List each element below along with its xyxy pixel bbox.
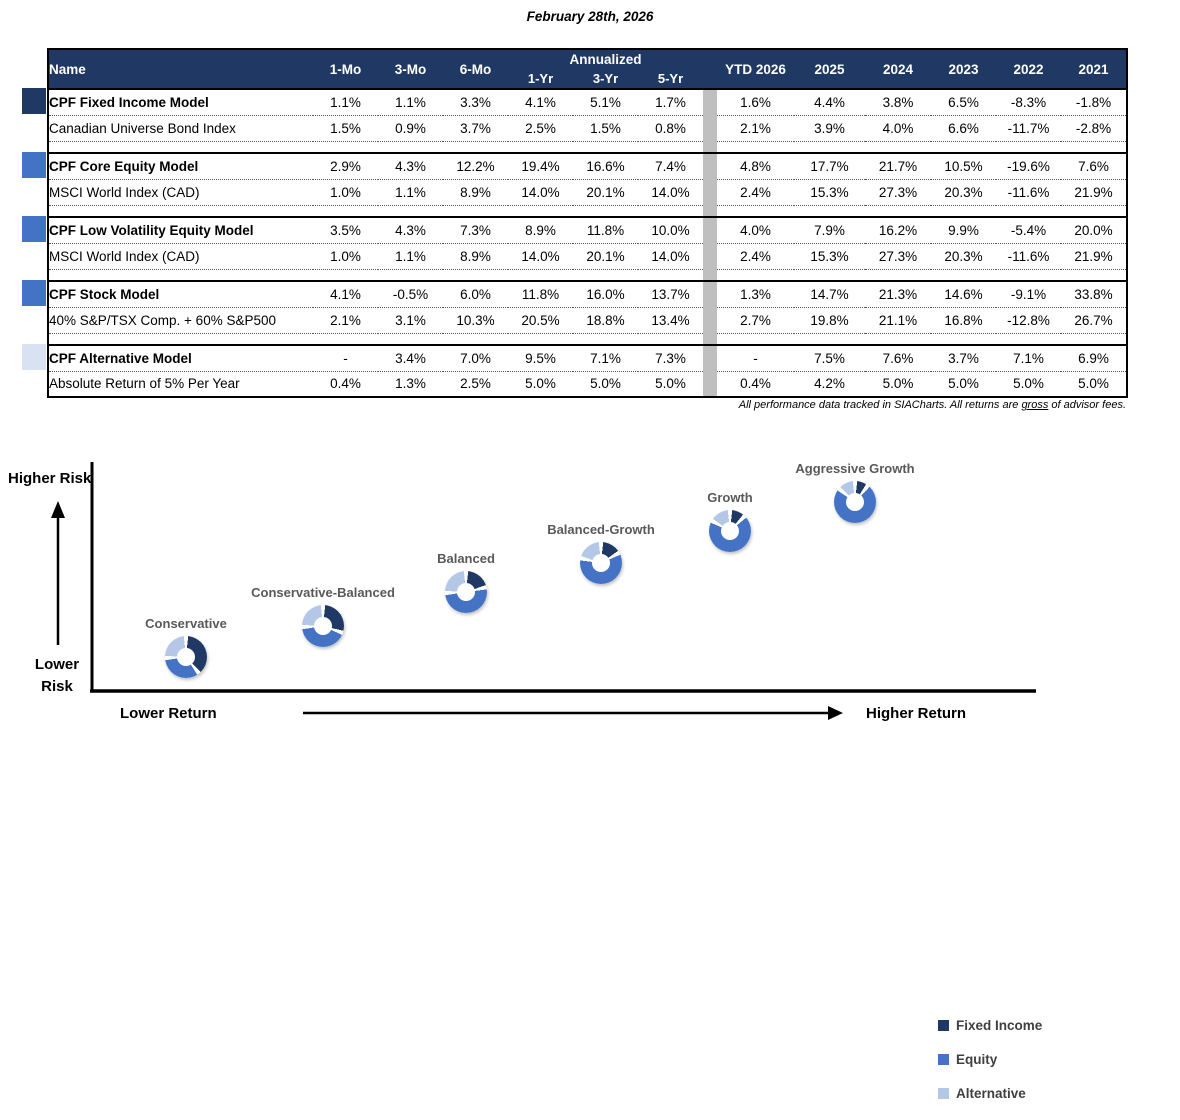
value-cell: 2.9% xyxy=(313,153,378,179)
model-row xyxy=(48,153,1127,179)
portfolio-label: Conservative-Balanced xyxy=(251,585,395,600)
value-cell: 7.1% xyxy=(996,345,1061,371)
category-marker xyxy=(22,344,46,370)
separator-cell xyxy=(703,307,717,333)
footnote-underlined-word: gross xyxy=(1021,399,1049,411)
value-cell: 0.8% xyxy=(638,115,703,141)
portfolio-label: Balanced-Growth xyxy=(547,522,655,537)
value-cell: 7.3% xyxy=(638,345,703,371)
value-cell: 4.4% xyxy=(794,89,865,115)
value-cell: 1.7% xyxy=(638,89,703,115)
spacer-row xyxy=(48,205,1127,217)
value-cell: 13.4% xyxy=(638,307,703,333)
value-cell: 18.8% xyxy=(573,307,638,333)
value-cell: 17.7% xyxy=(794,153,865,179)
value-cell: 7.6% xyxy=(1061,153,1127,179)
row-name: 40% S&P/TSX Comp. + 60% S&P500 xyxy=(48,307,313,333)
value-cell: 5.1% xyxy=(573,89,638,115)
separator-cell xyxy=(703,243,717,269)
value-cell: 1.3% xyxy=(378,371,443,397)
category-marker xyxy=(22,88,46,114)
value-cell: 9.9% xyxy=(931,217,996,243)
value-cell: 20.3% xyxy=(931,179,996,205)
value-cell: 7.0% xyxy=(443,345,508,371)
value-cell: 33.8% xyxy=(1061,281,1127,307)
value-cell: 4.0% xyxy=(717,217,794,243)
value-cell: 20.0% xyxy=(1061,217,1127,243)
value-cell: 13.7% xyxy=(638,281,703,307)
value-cell: 5.0% xyxy=(573,371,638,397)
value-cell: 11.8% xyxy=(508,281,573,307)
value-cell: 20.5% xyxy=(508,307,573,333)
value-cell: 16.8% xyxy=(931,307,996,333)
separator-cell xyxy=(703,89,717,115)
row-name: CPF Stock Model xyxy=(48,281,313,307)
value-cell: 3.7% xyxy=(931,345,996,371)
value-cell: 7.3% xyxy=(443,217,508,243)
value-cell: 4.1% xyxy=(508,89,573,115)
value-cell: 6.9% xyxy=(1061,345,1127,371)
separator-cell xyxy=(703,115,717,141)
value-cell: - xyxy=(717,345,794,371)
portfolio-label: Aggressive Growth xyxy=(795,461,915,476)
value-cell: -19.6% xyxy=(996,153,1061,179)
value-cell: 9.5% xyxy=(508,345,573,371)
value-cell: 4.3% xyxy=(378,217,443,243)
value-cell: 7.5% xyxy=(794,345,865,371)
value-cell: -11.7% xyxy=(996,115,1061,141)
portfolio-label: Growth xyxy=(707,490,753,505)
value-cell: 14.0% xyxy=(638,243,703,269)
value-cell: 3.8% xyxy=(865,89,931,115)
value-cell: 0.4% xyxy=(717,371,794,397)
value-cell: 3.9% xyxy=(794,115,865,141)
performance-table xyxy=(47,48,1128,398)
value-cell: 3.4% xyxy=(378,345,443,371)
value-cell: 15.3% xyxy=(794,243,865,269)
chart-legend xyxy=(938,1018,1042,1120)
table-header xyxy=(48,49,1127,89)
row-name: Canadian Universe Bond Index xyxy=(48,115,313,141)
value-cell: 5.0% xyxy=(638,371,703,397)
value-cell: 5.0% xyxy=(931,371,996,397)
value-cell: 2.1% xyxy=(717,115,794,141)
lower-risk-label xyxy=(26,654,88,698)
value-cell: 1.5% xyxy=(573,115,638,141)
row-name: CPF Core Equity Model xyxy=(48,153,313,179)
separator-cell xyxy=(703,269,717,281)
value-cell: 2.5% xyxy=(508,115,573,141)
separator-cell xyxy=(703,141,717,153)
col-header-5yr: 5-Yr xyxy=(638,69,703,89)
value-cell: 16.0% xyxy=(573,281,638,307)
col-header-2021: 2021 xyxy=(1061,49,1127,89)
value-cell: 11.8% xyxy=(573,217,638,243)
value-cell: 1.1% xyxy=(378,179,443,205)
category-marker xyxy=(22,152,46,178)
value-cell: - xyxy=(313,345,378,371)
value-cell: 0.9% xyxy=(378,115,443,141)
value-cell: 6.6% xyxy=(931,115,996,141)
value-cell: 7.4% xyxy=(638,153,703,179)
value-cell: 4.0% xyxy=(865,115,931,141)
value-cell: 1.0% xyxy=(313,179,378,205)
value-cell: 8.9% xyxy=(443,243,508,269)
footnote-text: All performance data tracked in SIACharts. All returns are xyxy=(738,399,1022,411)
portfolio-donut xyxy=(709,510,751,552)
legend-label: Equity xyxy=(956,1052,998,1067)
value-cell: 2.4% xyxy=(717,179,794,205)
value-cell: 5.0% xyxy=(1061,371,1127,397)
value-cell: 14.7% xyxy=(794,281,865,307)
higher-risk-label: Higher Risk xyxy=(8,470,92,487)
table-footnote xyxy=(739,399,1126,411)
separator-column-header xyxy=(703,49,717,89)
spacer-row xyxy=(48,269,1127,281)
value-cell: 7.1% xyxy=(573,345,638,371)
value-cell: 2.1% xyxy=(313,307,378,333)
value-cell: 14.6% xyxy=(931,281,996,307)
value-cell: -11.6% xyxy=(996,243,1061,269)
col-header-6mo: 6-Mo xyxy=(443,49,508,89)
value-cell: 5.0% xyxy=(996,371,1061,397)
value-cell: -5.4% xyxy=(996,217,1061,243)
value-cell: 10.5% xyxy=(931,153,996,179)
benchmark-row xyxy=(48,179,1127,205)
value-cell: 5.0% xyxy=(508,371,573,397)
col-header-1yr: 1-Yr xyxy=(508,69,573,89)
value-cell: -11.6% xyxy=(996,179,1061,205)
value-cell: -9.1% xyxy=(996,281,1061,307)
value-cell: 1.6% xyxy=(717,89,794,115)
value-cell: 20.1% xyxy=(573,243,638,269)
value-cell: 2.5% xyxy=(443,371,508,397)
value-cell: 3.1% xyxy=(378,307,443,333)
value-cell: 21.7% xyxy=(865,153,931,179)
legend-swatch-icon xyxy=(938,1020,949,1031)
portfolio-donut xyxy=(445,571,487,613)
value-cell: 1.0% xyxy=(313,243,378,269)
model-row xyxy=(48,345,1127,371)
row-name: Absolute Return of 5% Per Year xyxy=(48,371,313,397)
value-cell: 21.9% xyxy=(1061,243,1127,269)
legend-swatch-icon xyxy=(938,1088,949,1099)
value-cell: 3.7% xyxy=(443,115,508,141)
lower-risk-text: Lower Risk xyxy=(34,656,80,695)
value-cell: 12.2% xyxy=(443,153,508,179)
value-cell: 10.3% xyxy=(443,307,508,333)
benchmark-row xyxy=(48,307,1127,333)
separator-cell xyxy=(703,333,717,345)
portfolio-donut xyxy=(165,636,207,678)
value-cell: 4.8% xyxy=(717,153,794,179)
row-name: MSCI World Index (CAD) xyxy=(48,179,313,205)
risk-return-chart xyxy=(0,455,1180,1101)
separator-cell xyxy=(703,281,717,307)
row-name: MSCI World Index (CAD) xyxy=(48,243,313,269)
value-cell: 4.2% xyxy=(794,371,865,397)
legend-label: Fixed Income xyxy=(956,1018,1043,1033)
value-cell: 7.9% xyxy=(794,217,865,243)
portfolio-donut xyxy=(580,542,622,584)
model-row xyxy=(48,89,1127,115)
value-cell: 20.3% xyxy=(931,243,996,269)
risk-arrow-head xyxy=(51,501,65,518)
value-cell: 6.0% xyxy=(443,281,508,307)
value-cell: 21.3% xyxy=(865,281,931,307)
separator-cell xyxy=(703,345,717,371)
legend-item xyxy=(938,1086,1042,1101)
benchmark-row xyxy=(48,371,1127,397)
value-cell: 14.0% xyxy=(508,243,573,269)
col-header-1mo: 1-Mo xyxy=(313,49,378,89)
spacer-row xyxy=(48,141,1127,153)
col-header-2025: 2025 xyxy=(794,49,865,89)
value-cell: -2.8% xyxy=(1061,115,1127,141)
value-cell: 1.1% xyxy=(313,89,378,115)
value-cell: -1.8% xyxy=(1061,89,1127,115)
value-cell: 5.0% xyxy=(865,371,931,397)
portfolio-label: Conservative xyxy=(145,616,227,631)
value-cell: 2.4% xyxy=(717,243,794,269)
col-header-name: Name xyxy=(48,49,313,89)
separator-cell xyxy=(703,179,717,205)
separator-cell xyxy=(703,153,717,179)
legend-item xyxy=(938,1018,1042,1033)
col-header-2023: 2023 xyxy=(931,49,996,89)
col-header-3yr: 3-Yr xyxy=(573,69,638,89)
higher-return-label: Higher Return xyxy=(866,705,967,722)
benchmark-row xyxy=(48,115,1127,141)
report-date: February 28th, 2026 xyxy=(526,9,654,24)
separator-cell xyxy=(703,205,717,217)
value-cell: 27.3% xyxy=(865,179,931,205)
row-name: CPF Fixed Income Model xyxy=(48,89,313,115)
footnote-text: of advisor fees. xyxy=(1048,399,1126,411)
value-cell: -0.5% xyxy=(378,281,443,307)
col-header-ytd: YTD 2026 xyxy=(717,49,794,89)
value-cell: 4.3% xyxy=(378,153,443,179)
category-marker xyxy=(22,280,46,306)
value-cell: 26.7% xyxy=(1061,307,1127,333)
value-cell: 0.4% xyxy=(313,371,378,397)
legend-label: Alternative xyxy=(956,1086,1026,1101)
model-row xyxy=(48,281,1127,307)
value-cell: 1.3% xyxy=(717,281,794,307)
spacer-row xyxy=(48,333,1127,345)
portfolio-donut xyxy=(834,481,876,523)
value-cell: 10.0% xyxy=(638,217,703,243)
lower-return-label: Lower Return xyxy=(120,705,217,722)
value-cell: 4.1% xyxy=(313,281,378,307)
value-cell: 8.9% xyxy=(508,217,573,243)
separator-cell xyxy=(703,371,717,397)
return-arrow-head xyxy=(828,706,843,720)
benchmark-row xyxy=(48,243,1127,269)
value-cell: 1.1% xyxy=(378,243,443,269)
value-cell: 3.5% xyxy=(313,217,378,243)
col-header-2024: 2024 xyxy=(865,49,931,89)
value-cell: -12.8% xyxy=(996,307,1061,333)
legend-swatch-icon xyxy=(938,1054,949,1065)
value-cell: 14.0% xyxy=(638,179,703,205)
value-cell: -8.3% xyxy=(996,89,1061,115)
legend-item xyxy=(938,1052,1042,1067)
col-group-annualized: Annualized xyxy=(508,49,703,69)
col-header-2022: 2022 xyxy=(996,49,1061,89)
value-cell: 15.3% xyxy=(794,179,865,205)
value-cell: 14.0% xyxy=(508,179,573,205)
separator-cell xyxy=(703,217,717,243)
value-cell: 2.7% xyxy=(717,307,794,333)
value-cell: 3.3% xyxy=(443,89,508,115)
row-name: CPF Low Volatility Equity Model xyxy=(48,217,313,243)
category-marker xyxy=(22,216,46,242)
value-cell: 20.1% xyxy=(573,179,638,205)
value-cell: 7.6% xyxy=(865,345,931,371)
value-cell: 8.9% xyxy=(443,179,508,205)
col-header-3mo: 3-Mo xyxy=(378,49,443,89)
value-cell: 1.1% xyxy=(378,89,443,115)
value-cell: 6.5% xyxy=(931,89,996,115)
row-name: CPF Alternative Model xyxy=(48,345,313,371)
value-cell: 19.8% xyxy=(794,307,865,333)
value-cell: 1.5% xyxy=(313,115,378,141)
value-cell: 21.9% xyxy=(1061,179,1127,205)
value-cell: 16.2% xyxy=(865,217,931,243)
value-cell: 27.3% xyxy=(865,243,931,269)
value-cell: 19.4% xyxy=(508,153,573,179)
value-cell: 21.1% xyxy=(865,307,931,333)
model-row xyxy=(48,217,1127,243)
portfolio-label: Balanced xyxy=(437,551,495,566)
value-cell: 16.6% xyxy=(573,153,638,179)
portfolio-donut xyxy=(302,605,344,647)
